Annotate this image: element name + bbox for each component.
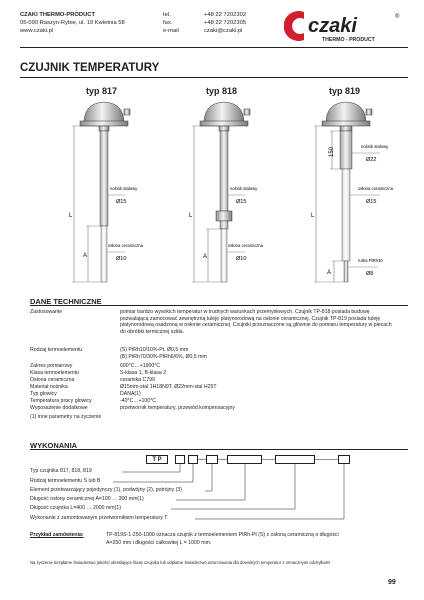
label-oslona-819: osłona ceramiczna	[358, 186, 393, 191]
order-heading: WYKONANIA	[30, 441, 78, 450]
example-label: Przykład zamówienia:	[30, 532, 84, 538]
tech-label-zastosowanie: Zastosowanie	[30, 309, 63, 315]
order-leader-lines	[0, 455, 424, 535]
tech-value-termoelement-s: (S) PtRh10/10%-Pt, Ø0,5 mm	[120, 347, 189, 353]
sensor-819	[311, 102, 394, 282]
email-label: e-mail	[163, 28, 179, 34]
footer-note: Na życzenie bezpłatne Świadectwo jakości określające klasę czujnika lub odpłatne Świadectwo wzorcowania dla dowolnych temperatur z ormacznymi odchyłkami	[30, 560, 331, 565]
dia-oslona-818: Ø10	[236, 256, 247, 262]
email-value[interactable]: czaki@czaki.pl	[204, 28, 243, 34]
label-nosnik-817: nośnik stalowy	[110, 186, 138, 191]
tel-label: tel.	[163, 12, 171, 18]
dim-L-817: L	[69, 213, 73, 219]
tech-value-material: Ø15mm-stal 1H18N9T, Ø22mm-stal H25T	[120, 384, 217, 390]
tech-value-oslona: ceramika C799	[120, 377, 155, 383]
tech-label-wyposazenie: Wyposażenie dodatkowe	[30, 405, 88, 411]
tech-label-zakres: Zakres pomiarowy	[30, 363, 73, 369]
tech-label-material: Materiał nośnika	[30, 384, 68, 390]
tel-value: +48 22 7202302	[204, 12, 247, 18]
dim-150-819: 150	[329, 146, 335, 157]
order-divider	[30, 449, 408, 450]
dim-L-819: L	[311, 213, 315, 219]
logo-subtitle: THERMO - PRODUCT	[322, 37, 375, 43]
type-label-817: typ 817	[86, 86, 118, 96]
dim-A-817: A	[83, 253, 88, 259]
tech-value-zastosowanie: pomiar bardzo wysokich temperatur w trudnych warunkach przemysłowych. Czujnik TP-818 posiada budowę pozwalającą zamocować zewnętrzną tuleję platynorodową na osłonie ceramicznej. Czujnik TP-819 posiada tuleję platynorodową osadzoną w osłonie ceramicznej. Czujniki przeznaczone są głównie do pomiaru temperatury w piecach do obróbki termicznej szkła.	[120, 309, 392, 335]
svg-text:®: ®	[395, 14, 400, 20]
dia-rurka-819: Ø8	[366, 271, 374, 277]
company-website[interactable]: www.czaki.pl	[20, 28, 54, 34]
label-nosnik-818: nośnik stalowy	[230, 186, 258, 191]
tech-value-zakres: 600°C…+1900°C	[120, 363, 161, 369]
tech-divider	[30, 305, 408, 306]
tech-heading: DANE TECHNICZNE	[30, 297, 102, 306]
dia-oslona-819: Ø15	[366, 199, 377, 205]
tech-footnote: (1) inne parametry na życzenie	[30, 414, 102, 420]
page-title: CZUJNIK TEMPERATURY	[20, 62, 160, 74]
label-oslona-817: osłona ceramiczna	[108, 243, 143, 248]
tech-label-termoelement: Rodzaj termoelementu	[30, 347, 83, 353]
order-row-transmitter: Wykonanie z zamontowanym przetwornikiem temperatury T	[30, 515, 168, 521]
tech-label-oslona: Osłona ceramiczna	[30, 377, 75, 383]
dia-nosnik-818: Ø15	[236, 199, 247, 205]
page-number: 99	[388, 579, 396, 586]
code-prefix-box: T P	[146, 455, 168, 464]
label-oslona-818: osłona ceramiczna	[228, 243, 263, 248]
dim-L-818: L	[189, 213, 193, 219]
tech-label-temp-glowicy: Temperatura pracy głowicy	[30, 398, 92, 404]
example-text-line2: A=250 mm i długości całkowitej L = 1000 mm.	[106, 540, 212, 546]
order-row-element: Element przetwarzający pojedynczy (1), podwójny (2), potrójny (3)	[30, 487, 182, 493]
label-rurka-819: rurka PtRh30	[358, 258, 383, 263]
fax-value: +48 22 7202305	[204, 20, 247, 26]
company-name: CZAKI THERMO-PRODUCT	[20, 12, 96, 18]
dia-oslona-817: Ø10	[116, 256, 127, 262]
logo-text: czaki	[308, 15, 357, 37]
company-logo	[284, 8, 409, 44]
sensor-drawing	[0, 95, 424, 290]
tech-label-klasa: Klasa termoelementu	[30, 370, 80, 376]
sensor-817	[69, 102, 144, 282]
dim-A-818: A	[203, 254, 208, 260]
tech-value-wyposazenie: przetwornik temperatury, przewód kompensacyjny	[120, 405, 235, 411]
fax-label: fax.	[163, 20, 173, 26]
order-row-thermo: Rodzaj termoelementu S lub B	[30, 478, 101, 484]
example-text-line1: TP-819S-1-250-1000 oznacza czujnik z termoelementem PtRh-Pt (S) z osłoną ceramiczną o długości	[106, 532, 339, 538]
tech-value-temp-glowicy: -40°C…+100°C	[120, 398, 157, 404]
dia-nosnik-817: Ø15	[116, 199, 127, 205]
dia-nosnik-819: Ø22	[366, 157, 377, 163]
tech-value-glowica: DANA(1)	[120, 391, 141, 397]
sensor-818	[189, 102, 264, 282]
tech-value-klasa: S-klasa 1, B-klasa 2	[120, 370, 167, 376]
type-label-819: typ 819	[329, 86, 361, 96]
dim-A-819: A	[327, 270, 332, 276]
tech-label-glowica: Typ głowicy	[30, 391, 57, 397]
company-address: 05-090 Raszyn-Rybie, ul. 19 Kwietnia 58	[20, 20, 125, 26]
order-row-length-A: Długość osłony ceramicznej A=100 … 300 mm(1)	[30, 496, 144, 502]
header-divider	[20, 47, 408, 48]
label-nosnik-819: nośnik stalowy	[361, 144, 389, 149]
title-divider	[20, 77, 408, 78]
tech-value-termoelement-b: (B) PtRh70/30%-PtRh6/6%, Ø0,5 mm	[120, 354, 207, 360]
order-row-length-L: Długość czujnika L=400 … 2000 mm(1)	[30, 505, 121, 511]
order-row-type: Typ czujnika 817, 818, 819	[30, 468, 92, 474]
type-label-818: typ 818	[206, 86, 238, 96]
